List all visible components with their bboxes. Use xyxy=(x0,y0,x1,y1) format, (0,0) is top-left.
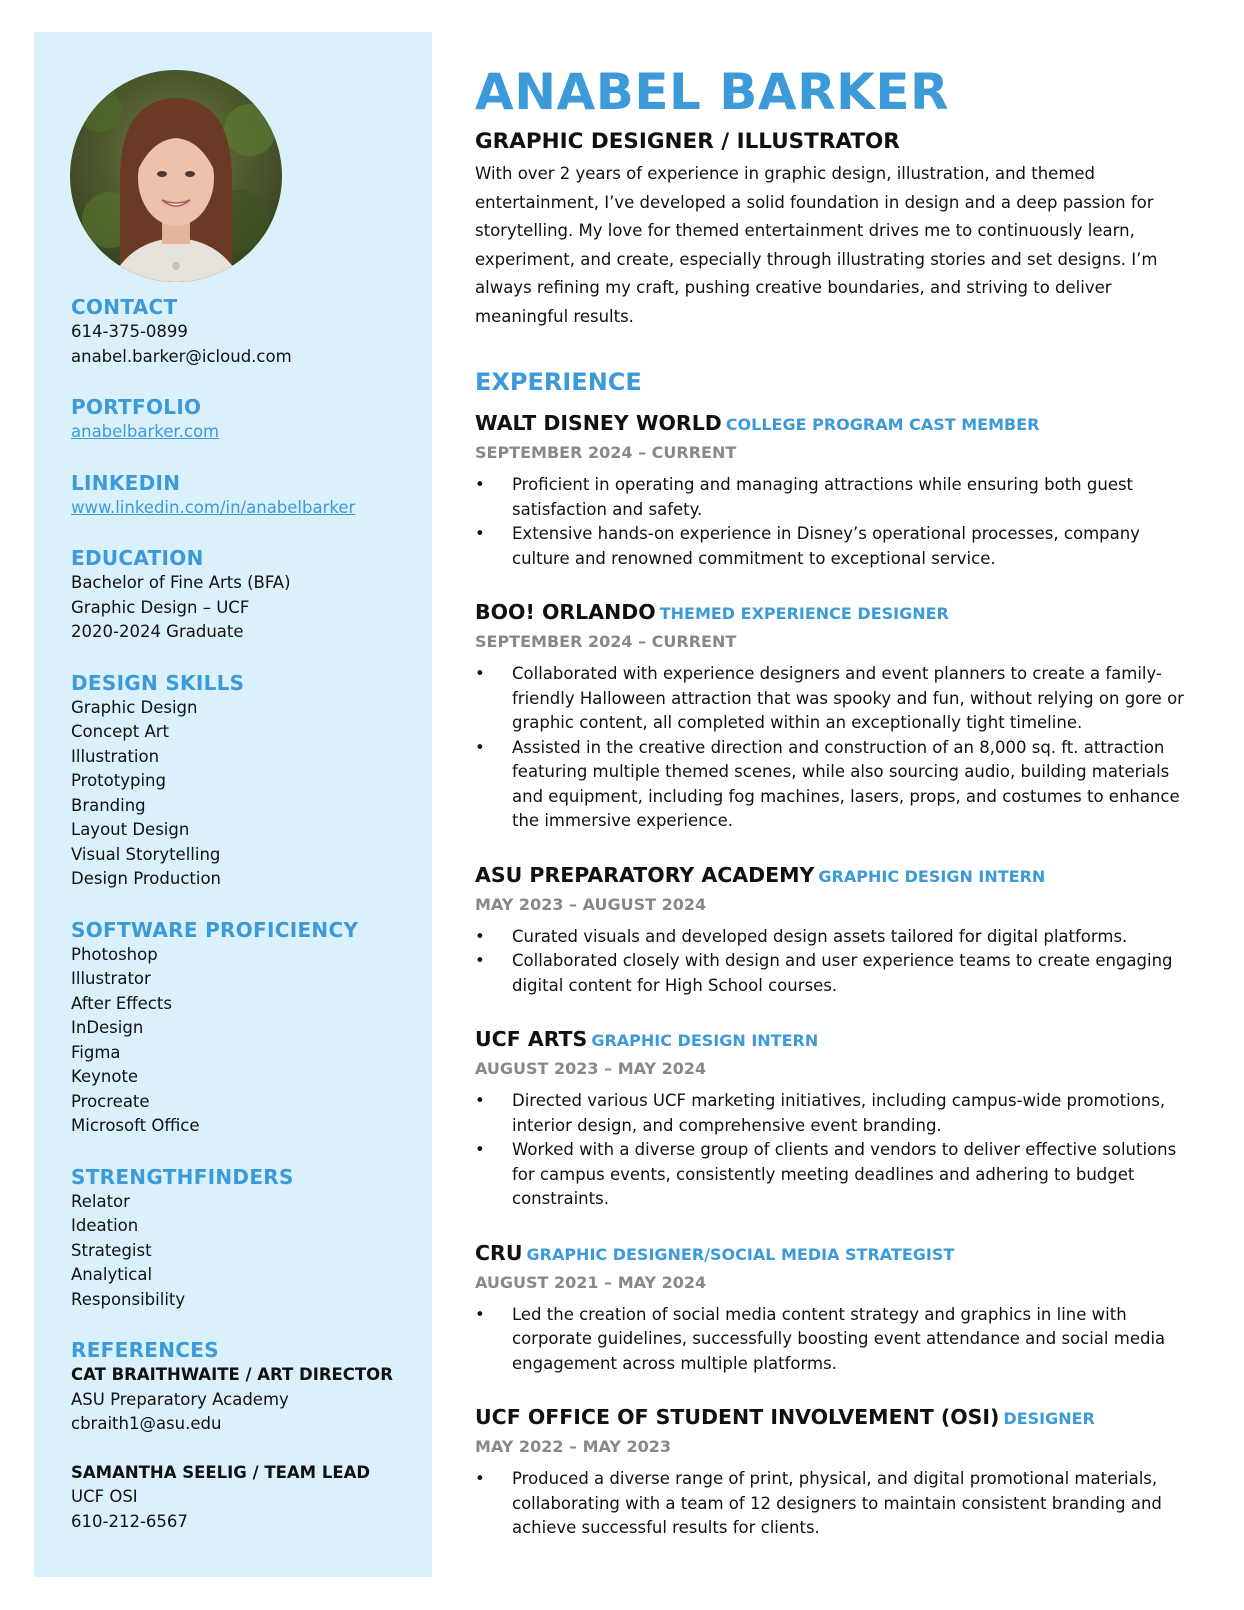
reference-org: UCF OSI xyxy=(71,1487,138,1506)
software-item: InDesign xyxy=(71,1018,144,1037)
bullet-icon: • xyxy=(475,475,485,494)
skill-item: Visual Storytelling xyxy=(71,844,221,864)
software-item: Microsoft Office xyxy=(71,1116,200,1135)
job-bullet xyxy=(475,925,1190,950)
references-section xyxy=(71,1337,421,1534)
software-item: Illustrator xyxy=(71,969,151,988)
job-header xyxy=(475,1025,1190,1055)
software-item: Procreate xyxy=(71,1091,150,1111)
bullet-icon: • xyxy=(475,1091,485,1110)
job-dates: AUGUST 2023 – MAY 2024 xyxy=(475,1059,707,1078)
bullet-icon: • xyxy=(475,1140,485,1159)
job-bullets xyxy=(475,925,1190,999)
job-header xyxy=(475,409,1190,439)
reference-contact: cbraith1@asu.edu xyxy=(71,1414,222,1433)
reference-contact: 610-212-6567 xyxy=(71,1511,188,1531)
job-company: UCF ARTS xyxy=(475,1027,588,1051)
contact-email: anabel.barker@icloud.com xyxy=(71,346,292,366)
education-heading: EDUCATION xyxy=(71,546,204,570)
bullet-icon: • xyxy=(475,1304,485,1324)
skill-item: Branding xyxy=(71,795,146,815)
job-entry xyxy=(475,1025,1190,1212)
bullet-icon: • xyxy=(475,1469,485,1488)
job-company: BOO! ORLANDO xyxy=(475,600,656,624)
job-company: WALT DISNEY WORLD xyxy=(475,411,722,435)
job-header xyxy=(475,861,1190,891)
skill-item: Concept Art xyxy=(71,722,170,741)
job-role: DESIGNER xyxy=(1003,1409,1095,1428)
education-line: Graphic Design – UCF xyxy=(71,597,250,617)
job-bullet xyxy=(475,473,1190,522)
software-section xyxy=(71,917,421,1139)
resume-summary: With over 2 years of experience in graphic design, illustration, and themed entertainment, I’ve developed a solid foundation in design and a deep passion for storytelling. My love for themed entertainment drives me to continuously learn, experiment, and create, especially through illustrating stories and set designs. I’m always refining my craft, pushing creative boundaries, and striving to deliver meaningful results. xyxy=(475,164,1158,326)
education-section xyxy=(71,545,421,645)
strengths-heading: STRENGTHFINDERS xyxy=(71,1164,294,1189)
bullet-icon: • xyxy=(475,926,485,946)
job-dates: AUGUST 2021 – MAY 2024 xyxy=(475,1272,707,1292)
job-bullet-text: Collaborated closely with design and user experience teams to create engaging digital content for High School courses. xyxy=(512,951,1173,995)
job-header xyxy=(475,1403,1190,1433)
skill-item: Graphic Design xyxy=(71,697,198,717)
profile-photo xyxy=(70,70,282,282)
job-company: ASU PREPARATORY ACADEMY xyxy=(475,862,815,887)
job-entry xyxy=(475,598,1190,834)
linkedin-link[interactable]: www.linkedin.com/in/anabelbarker xyxy=(71,497,356,517)
sidebar-content xyxy=(71,294,421,1559)
software-item: Figma xyxy=(71,1042,121,1062)
job-bullet-text: Worked with a diverse group of clients and vendors to deliver effective solutions for campus events, consistently meeting deadlines and adhering to budget constraints. xyxy=(512,1140,1177,1208)
reference-name: SAMANTHA SEELIG / TEAM LEAD xyxy=(71,1462,371,1482)
job-bullet-text: Proficient in operating and managing attractions while ensuring both guest satisfaction and safety. xyxy=(512,475,1134,519)
portfolio-section xyxy=(71,394,421,445)
job-bullet xyxy=(475,736,1190,834)
experience-heading: EXPERIENCE xyxy=(475,368,642,396)
job-bullet xyxy=(475,1467,1190,1541)
design-skills-heading: DESIGN SKILLS xyxy=(71,670,245,695)
strength-item: Strategist xyxy=(71,1240,152,1260)
references-heading: REFERENCES xyxy=(71,1338,219,1362)
software-item: Photoshop xyxy=(71,944,158,964)
skill-item: Illustration xyxy=(71,746,160,766)
reference-name: CAT BRAITHWAITE / ART DIRECTOR xyxy=(71,1365,393,1384)
job-role: GRAPHIC DESIGN INTERN xyxy=(591,1031,819,1050)
job-dates: SEPTEMBER 2024 – CURRENT xyxy=(475,632,737,651)
job-dates: SEPTEMBER 2024 – CURRENT xyxy=(475,443,737,462)
job-role: THEMED EXPERIENCE DESIGNER xyxy=(659,604,949,623)
skill-item: Design Production xyxy=(71,869,221,888)
main-content xyxy=(475,62,1190,1568)
education-line: Bachelor of Fine Arts (BFA) xyxy=(71,573,291,592)
strength-item: Responsibility xyxy=(71,1289,186,1309)
job-bullet-text: Led the creation of social media content strategy and graphics in line with corporate guidelines, successfully boosting event attendance and social media engagement across multiple platforms. xyxy=(512,1304,1166,1373)
design-skills-section xyxy=(71,670,421,892)
education-line: 2020-2024 Graduate xyxy=(71,622,244,641)
resume-title: GRAPHIC DESIGNER / ILLUSTRATOR xyxy=(475,129,900,154)
software-item: After Effects xyxy=(71,993,172,1013)
job-header xyxy=(475,1239,1190,1269)
strength-item: Ideation xyxy=(71,1216,139,1235)
job-bullet xyxy=(475,662,1190,736)
contact-phone: 614-375-0899 xyxy=(71,322,188,341)
job-company: CRU xyxy=(475,1240,523,1265)
job-dates: MAY 2022 – MAY 2023 xyxy=(475,1437,672,1456)
skill-item: Prototyping xyxy=(71,771,166,790)
job-bullet xyxy=(475,1089,1190,1138)
bullet-icon: • xyxy=(475,524,485,543)
job-role: COLLEGE PROGRAM CAST MEMBER xyxy=(725,415,1040,434)
job-bullets xyxy=(475,1303,1190,1377)
job-bullet xyxy=(475,949,1190,998)
bullet-icon: • xyxy=(475,951,485,970)
job-role: GRAPHIC DESIGN INTERN xyxy=(818,866,1046,886)
profile-photo-image xyxy=(70,70,282,282)
job-bullets xyxy=(475,473,1190,571)
reference-org: ASU Preparatory Academy xyxy=(71,1389,289,1409)
job-header xyxy=(475,598,1190,628)
strength-item: Analytical xyxy=(71,1265,153,1284)
strength-item: Relator xyxy=(71,1191,130,1211)
job-entry xyxy=(475,409,1190,571)
job-entry xyxy=(475,1239,1190,1377)
job-bullet xyxy=(475,522,1190,571)
job-bullet-text: Produced a diverse range of print, physical, and digital promotional materials, collaborating with a team of 12 designers to maintain consistent branding and achieve successful results for clients. xyxy=(512,1469,1162,1537)
job-bullet-text: Collaborated with experience designers and event planners to create a family-friendly Halloween attraction that was spooky and fun, without relying on gore or graphic content, all completed within an exceptionally tight timeline. xyxy=(512,664,1184,732)
contact-section xyxy=(71,294,421,369)
job-bullet xyxy=(475,1303,1190,1377)
job-role: GRAPHIC DESIGNER/SOCIAL MEDIA STRATEGIST xyxy=(526,1244,955,1264)
bullet-icon: • xyxy=(475,737,485,757)
skill-item: Layout Design xyxy=(71,820,190,839)
resume-name: ANABEL BARKER xyxy=(475,63,949,121)
job-dates: MAY 2023 – AUGUST 2024 xyxy=(475,894,707,914)
job-bullet xyxy=(475,1138,1190,1212)
job-bullet-text: Extensive hands-on experience in Disney’s operational processes, company culture and renowned commitment to exceptional service. xyxy=(512,524,1140,568)
job-company: UCF OFFICE OF STUDENT INVOLVEMENT (OSI) xyxy=(475,1405,1000,1429)
strengths-section xyxy=(71,1164,421,1313)
portfolio-heading: PORTFOLIO xyxy=(71,395,202,419)
job-bullets xyxy=(475,1467,1190,1541)
contact-heading: CONTACT xyxy=(71,295,178,319)
software-heading: SOFTWARE PROFICIENCY xyxy=(71,917,359,942)
bullet-icon: • xyxy=(475,664,485,683)
job-bullets xyxy=(475,1089,1190,1212)
linkedin-section xyxy=(71,470,421,521)
job-entry xyxy=(475,861,1190,999)
experience-list xyxy=(475,409,1190,1541)
job-bullet-text: Directed various UCF marketing initiatives, including campus-wide promotions, interior design, and comprehensive event branding. xyxy=(512,1091,1166,1135)
job-bullets xyxy=(475,662,1190,834)
job-entry xyxy=(475,1403,1190,1541)
software-item: Keynote xyxy=(71,1067,139,1086)
job-bullet-text: Assisted in the creative direction and construction of an 8,000 sq. ft. attraction featuring multiple themed scenes, while also sourcing audio, building materials and equipment, including fog machines, lasers, props, and costumes to enhance the immersive experience. xyxy=(512,737,1180,830)
linkedin-heading: LINKEDIN xyxy=(71,470,181,495)
portfolio-link[interactable]: anabelbarker.com xyxy=(71,422,220,441)
job-bullet-text: Curated visuals and developed design assets tailored for digital platforms. xyxy=(512,926,1128,946)
